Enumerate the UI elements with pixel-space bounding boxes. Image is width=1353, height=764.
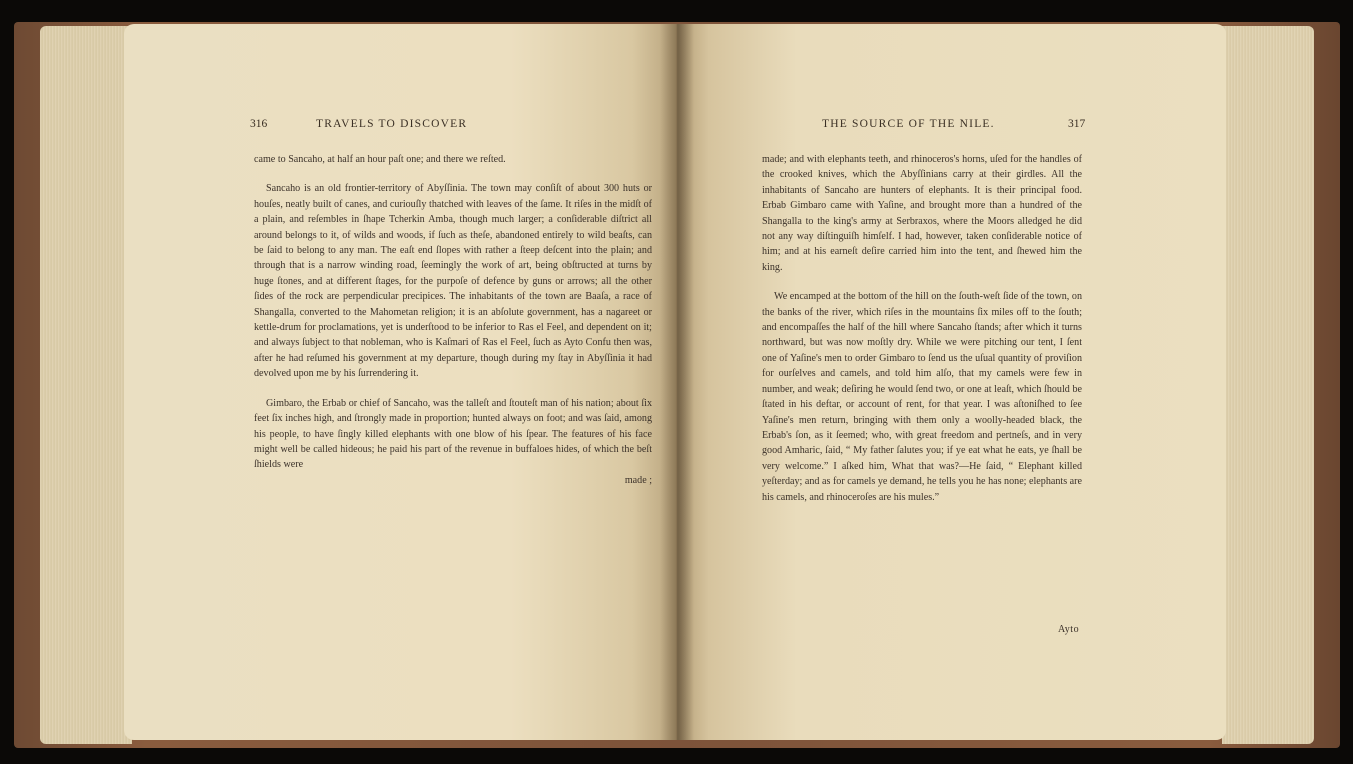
left-page-number: 316	[250, 118, 268, 130]
right-page-number: 317	[1068, 118, 1086, 130]
left-paragraph-3: Gimbaro, the Erbab or chief of Sancaho, was the talleſt and ſtouteſt man of his nation; about ſix feet ſix inches high, and ſtrongly made in proportion; hunted always on foot; and was ſaid, among his people, to have ſingly killed elephants with one blow of his ſpear. The features of his face might well be called hideous; he paid his part of the revenue in buffaloes hides, of which the beſt ſhields were	[254, 397, 652, 471]
page-edges-left	[40, 26, 132, 744]
page-edges-right	[1222, 26, 1314, 744]
left-catchword: made ;	[624, 474, 652, 486]
right-catchword: Ayto	[1058, 624, 1080, 635]
book-gutter	[660, 24, 694, 740]
right-running-head: THE SOURCE OF THE NILE.	[822, 118, 995, 130]
right-paragraph-2: We encamped at the bottom of the hill on the ſouth-weſt ſide of the town, on the banks of the river, which riſes in the mountains ſix miles off to the ſouth; and encompaſſes the half of the hill where Sancaho ſtands; after which it turns northward, but was now moſtly dry. While we were pitching our tent, I ſent one of Yaſine's men to order Gimbaro to ſend us the uſual quantity of proviſion for ourſelves and camels, and told him alſo, that my camels were few in number, and weak; deſiring he would ſend two, or one at leaſt, which ſhould be ſtated in his deftar, or account of rent, for that year. I was aſtoniſhed to ſee Yaſine's men return, bringing with them only a woolly-headed black, the Erbab's ſon, as it ſeemed; who, with great freedom and pertneſs, and in very good Amharic, ſaid, “ My father ſalutes you; if ye eat what he eats, ye ſhall be very welcome.” I aſked him, What that was?—He ſaid, “ Elephant killed yeſterday; and as for camels ye demand, he tells you he has none; elephants are his camels, and rhinoceroſes are his mules.”	[762, 291, 1082, 503]
left-page-body	[254, 152, 652, 488]
left-running-head: TRAVELS TO DISCOVER	[316, 118, 468, 130]
right-paragraph-1: made; and with elephants teeth, and rhinoceros's horns, uſed for the handles of the crooked knives, which the Abyſſinians carry at their girdles. All the inhabitants of Sancaho are hunters of elephants. It is their principal food. Erbab Gimbaro came with Yaſine, and brought more than a hundred of the Shangalla to the king's army at Serbraxos, where the Moors alledged he did not any way diſtinguiſh himſelf. I had, however, taken conſiderable notice of him; and at his earneſt deſire carried him into the tent, and ſhewed him the king.	[762, 154, 1082, 273]
left-paragraph-2: Sancaho is an old frontier-territory of Abyſſinia. The town may conſiſt of about 300 huts or houſes, neatly built of canes, and curiouſly thatched with leaves of the ſame. It riſes in the midſt of a plain, and reſembles in ſhape Tcherkin Amba, though much larger; a conſiderable diſtrict all around belongs to it, of wilds and woods, if ſuch as theſe, abandoned entirely to wild beaſts, can be ſaid to belong to any man. The eaſt end ſlopes with rather a ſteep deſcent into the plain; and through that is a narrow winding road, ſeemingly the work of art, being obſtructed at turns by huge ſtones, and at different ſtages, for the purpoſe of defence by guns or arrows; all the other ſides of the rock are perpendicular precipices. The inhabitants of the town are Baaſa, a race of Shangalla, converted to the Mahometan religion; it is an abſolute government, has a nagareet or kettle-drum for proclamations, yet is underſtood to be inferior to Ras el Feel, and dependent on it; and always ſubject to that nobleman, who is Kaſmari of Ras el Feel, ſuch as Ayto Confu then was, after he had reſumed his government at my departure, though during my ſtay in Abyſſinia it had devolved upon me by his ſurrendering it.	[254, 183, 652, 380]
left-paragraph-1: came to Sancaho, at half an hour paſt one; and there we reſted.	[254, 154, 506, 165]
right-page-body	[762, 152, 1082, 505]
